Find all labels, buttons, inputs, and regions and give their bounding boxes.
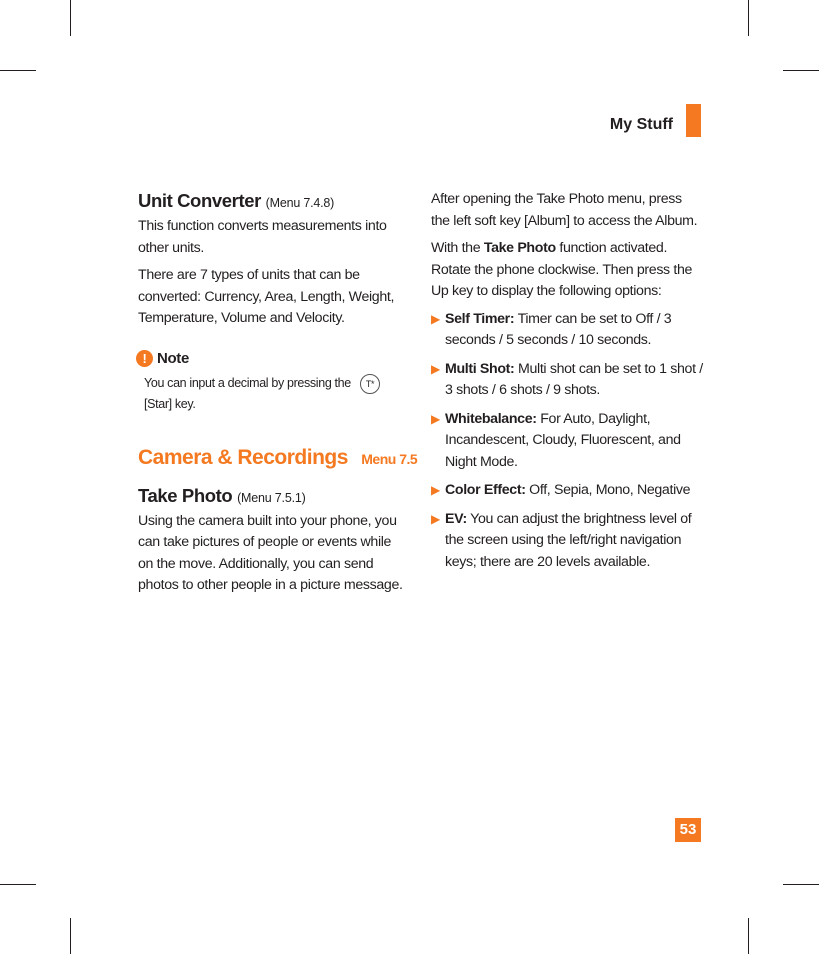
- crop-mark: [70, 918, 71, 954]
- arrow-right-icon: ▶: [431, 411, 440, 426]
- arrow-right-icon: ▶: [431, 483, 440, 497]
- option-text: Off, Sepia, Mono, Negative: [529, 482, 691, 498]
- note-label: Note: [157, 349, 189, 367]
- intro-suffix: function activated. Rotate the phone clockwise. Then press the Up key to display the following options:: [431, 240, 693, 299]
- arrow-right-icon: ▶: [431, 511, 440, 526]
- left-column: [138, 188, 418, 603]
- intro-bold: Take Photo: [483, 240, 556, 256]
- unit-converter-para2: There are 7 types of units that can be converted: Currency, Area, Length, Weight, Temperature, Volume and Velocity.: [138, 267, 395, 326]
- option-label: Multi Shot:: [445, 360, 515, 377]
- crop-mark: [783, 884, 819, 885]
- arrow-right-icon: ▶: [431, 361, 440, 376]
- note-text-before: You can input a decimal by pressing the: [144, 376, 351, 390]
- option-label: EV:: [445, 510, 467, 527]
- option-text: Timer can be set to Off / 3 seconds / 5 seconds / 10 seconds.: [445, 310, 672, 348]
- exclamation-icon: !: [136, 350, 153, 367]
- take-photo-title: Take Photo: [138, 484, 233, 506]
- take-photo-heading: [138, 483, 408, 511]
- note-header: [136, 348, 408, 370]
- crop-mark: [70, 0, 71, 36]
- unit-converter-menu-ref: (Menu 7.4.8): [265, 196, 335, 210]
- section-menu-ref: Menu 7.5: [361, 451, 418, 467]
- page-header-title: My Stuff: [609, 116, 673, 133]
- crop-mark: [748, 918, 749, 954]
- option-text: Multi shot can be set to 1 shot / 3 shots / 6 shots / 9 shots.: [445, 360, 703, 398]
- intro-prefix: With the: [431, 240, 481, 256]
- option-label: Color Effect:: [445, 482, 526, 498]
- options-list: [431, 309, 703, 574]
- take-photo-menu-ref: (Menu 7.5.1): [237, 490, 306, 505]
- section-title: Camera & Recordings: [138, 446, 348, 469]
- section-heading: [138, 446, 418, 471]
- album-para: After opening the Take Photo menu, press the left soft key [Album] to access the Album.: [431, 191, 698, 229]
- unit-converter-heading: [138, 188, 408, 216]
- list-item: [431, 409, 703, 474]
- header-tab-marker: [686, 104, 701, 137]
- take-photo-para: Using the camera built into your phone, you can take pictures of people or events while on the move. Additionally, you can send photos to other people in a picture message.: [138, 512, 403, 593]
- crop-mark: [0, 70, 36, 71]
- crop-mark: [0, 884, 36, 885]
- note-box: [138, 348, 408, 416]
- note-text-after: [Star] key.: [144, 397, 196, 411]
- option-label: Self Timer:: [445, 310, 515, 327]
- option-label: Whitebalance:: [445, 410, 537, 427]
- unit-converter-title: Unit Converter: [138, 190, 261, 211]
- list-item: [431, 309, 703, 352]
- list-item: [431, 480, 703, 502]
- option-text: You can adjust the brightness level of the screen using the left/right navigation keys; there are 20 levels available.: [445, 510, 692, 570]
- page-number-badge: 53: [675, 818, 701, 842]
- list-item: [431, 359, 703, 402]
- star-key-icon: T*: [360, 374, 380, 394]
- option-text: For Auto, Daylight, Incandescent, Cloudy, Fluorescent, and Night Mode.: [445, 410, 681, 470]
- note-body: [144, 373, 408, 415]
- unit-converter-para1: This function converts measurements into other units.: [138, 218, 387, 256]
- list-item: [431, 509, 703, 574]
- right-column: [431, 189, 703, 580]
- crop-mark: [748, 0, 749, 36]
- crop-mark: [783, 70, 819, 71]
- arrow-right-icon: ▶: [431, 311, 440, 326]
- options-intro-para: [431, 238, 703, 303]
